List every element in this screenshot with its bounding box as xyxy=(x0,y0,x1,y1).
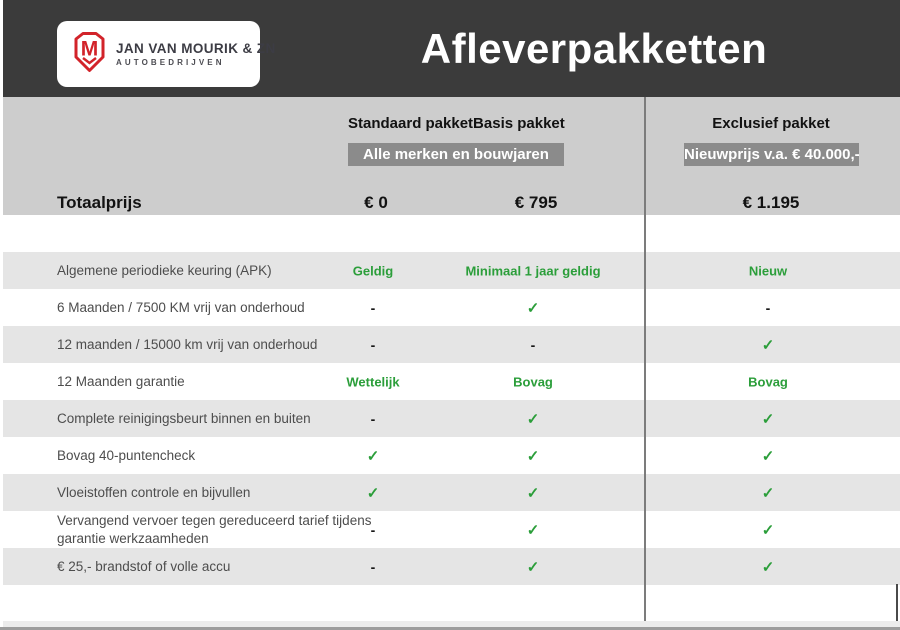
cell-standaard: ✓ xyxy=(366,484,380,502)
cell-basis: ✓ xyxy=(526,521,540,539)
total-exclusief: € 1.195 xyxy=(742,193,800,212)
cell-basis: ✓ xyxy=(526,447,540,465)
logo-text xyxy=(116,41,276,67)
row-label: 12 maanden / 15000 km vrij van onderhoud xyxy=(57,336,318,352)
cell-exclusief: ✓ xyxy=(761,521,775,539)
cell-exclusief: ✓ xyxy=(761,336,775,354)
badge-alle-merken: Alle merken en bouwjaren xyxy=(348,143,564,166)
table-row xyxy=(3,400,900,437)
column-divider xyxy=(644,97,646,630)
table-row xyxy=(3,289,900,326)
header-bar xyxy=(3,0,900,97)
cell-standaard: ✓ xyxy=(366,447,380,465)
table-row xyxy=(3,252,900,289)
badge-nieuwprijs: Nieuwprijs v.a. € 40.000,- xyxy=(684,143,859,166)
cell-standaard: - xyxy=(370,521,376,538)
cell-basis: Bovag xyxy=(513,374,553,389)
cell-exclusief: ✓ xyxy=(761,558,775,576)
row-label: Algemene periodieke keuring (APK) xyxy=(57,262,272,278)
cell-basis: ✓ xyxy=(526,484,540,502)
cell-basis: ✓ xyxy=(526,299,540,317)
total-basis: € 795 xyxy=(514,193,558,212)
feature-rows xyxy=(3,252,900,585)
cell-exclusief: - xyxy=(765,299,771,316)
table-row xyxy=(3,474,900,511)
svg-text:M: M xyxy=(80,37,99,60)
cell-basis: ✓ xyxy=(526,558,540,576)
table-row xyxy=(3,511,900,548)
package-header-section xyxy=(3,97,900,215)
column-header-standaard: Standaard pakket xyxy=(348,115,474,132)
column-header-exclusief: Exclusief pakket xyxy=(712,115,830,132)
cell-standaard: - xyxy=(370,410,376,427)
table-row xyxy=(3,437,900,474)
cell-exclusief: ✓ xyxy=(761,410,775,428)
column-header-basis: Basis pakket xyxy=(473,115,565,132)
row-label: 6 Maanden / 7500 KM vrij van onderhoud xyxy=(57,299,305,315)
company-logo xyxy=(57,21,276,87)
right-edge-line xyxy=(896,584,898,624)
cell-exclusief: Bovag xyxy=(748,374,788,389)
total-standaard: € 0 xyxy=(364,193,388,212)
cell-standaard: - xyxy=(370,299,376,316)
table-row xyxy=(3,326,900,363)
logo-subtitle: AUTOBEDRIJVEN xyxy=(116,58,225,67)
logo-company-name: JAN VAN MOURIK & ZN xyxy=(116,41,276,56)
cell-exclusief: ✓ xyxy=(761,447,775,465)
table-row xyxy=(3,363,900,400)
row-label: € 25,- brandstof of volle accu xyxy=(57,558,231,574)
cell-standaard: - xyxy=(370,558,376,575)
row-label: Complete reinigingsbeurt binnen en buiten xyxy=(57,410,311,426)
cell-standaard: Wettelijk xyxy=(346,374,400,389)
cell-basis: Minimaal 1 jaar geldig xyxy=(465,263,601,278)
cell-standaard: Geldig xyxy=(352,263,394,278)
page-title: Afleverpakketten xyxy=(420,25,768,72)
left-column-headers xyxy=(348,115,564,132)
cell-exclusief: ✓ xyxy=(761,484,775,502)
cell-standaard: - xyxy=(370,336,376,353)
row-label: Bovag 40-puntencheck xyxy=(57,447,196,463)
cell-exclusief: Nieuw xyxy=(748,263,788,278)
shield-monogram-icon xyxy=(72,31,107,78)
row-label: 12 Maanden garantie xyxy=(57,373,185,389)
totaalprijs-label: Totaalprijs xyxy=(57,193,142,212)
row-label: Vloeistoffen controle en bijvullen xyxy=(57,484,251,500)
cell-basis: ✓ xyxy=(526,410,540,428)
cell-basis: - xyxy=(530,336,536,353)
table-row xyxy=(3,548,900,585)
row-label: Vervangend vervoer tegen gereduceerd tarief tijdens garantie werkzaamheden xyxy=(57,512,372,546)
